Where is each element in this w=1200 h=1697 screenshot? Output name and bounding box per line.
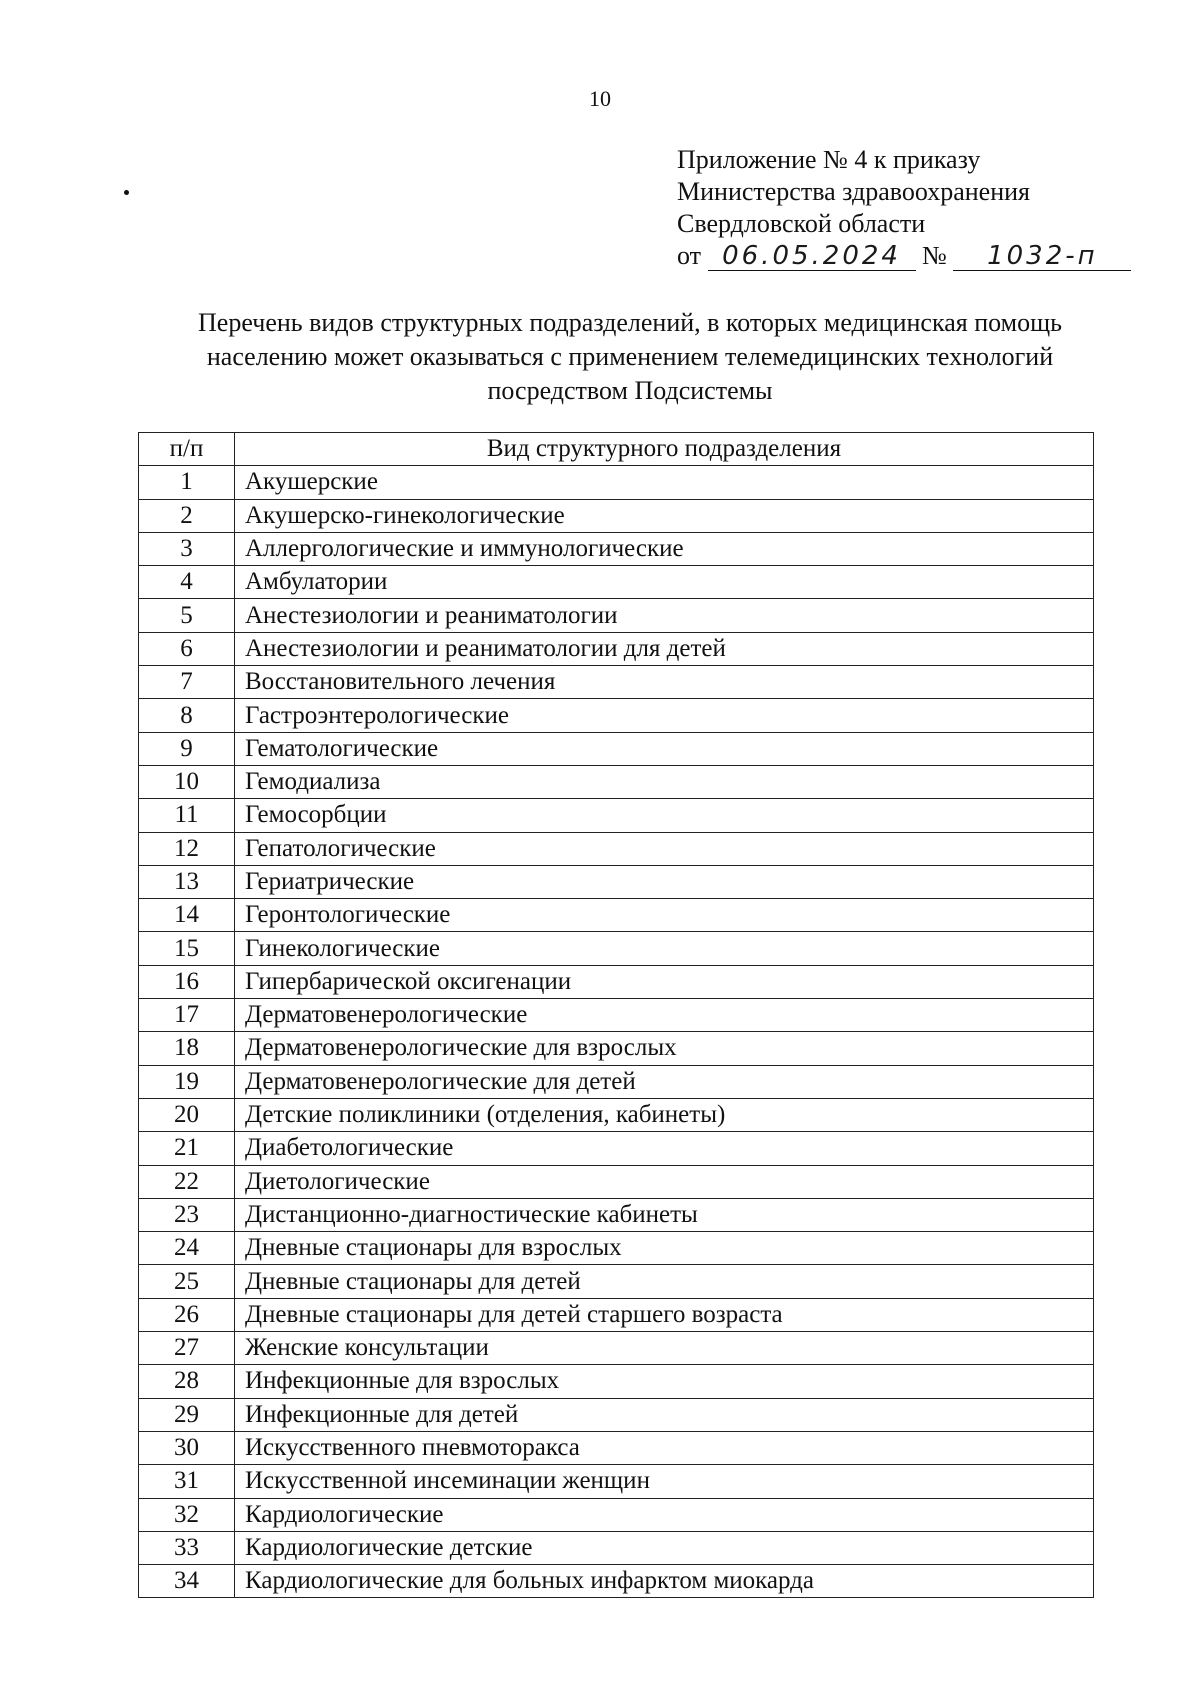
row-subdivision-name: Гемодиализа [235,765,1094,798]
row-subdivision-name: Инфекционные для детей [235,1398,1094,1431]
row-number: 6 [139,632,235,665]
row-number: 3 [139,532,235,565]
table-row [139,1065,1094,1098]
table-row [139,799,1094,832]
table-row [139,1565,1094,1598]
table-row [139,1265,1094,1298]
row-number: 20 [139,1098,235,1131]
row-subdivision-name: Гепатологические [235,832,1094,865]
row-subdivision-name: Дерматовенерологические [235,999,1094,1032]
title-line-1: Перечень видов структурных подразделений, в которых медицинская помощь [198,308,1062,337]
table-row [139,499,1094,532]
row-number: 28 [139,1365,235,1398]
row-number: 13 [139,865,235,898]
row-subdivision-name: Инфекционные для взрослых [235,1365,1094,1398]
table-row [139,899,1094,932]
row-number: 16 [139,965,235,998]
table-row [139,1465,1094,1498]
title-line-2: населению может оказываться с применением телемедицинских технологий [206,342,1054,371]
table-body [139,466,1094,1598]
table-row [139,1132,1094,1165]
title-line-3: посредством Подсистемы [487,376,773,405]
document-title [140,306,1120,408]
row-number: 18 [139,1032,235,1065]
date-prefix: от [677,241,702,270]
row-subdivision-name: Кардиологические [235,1498,1094,1531]
row-subdivision-name: Искусственной инсеминации женщин [235,1465,1094,1498]
row-subdivision-name: Женские консультации [235,1332,1094,1365]
table-row [139,1531,1094,1564]
number-prefix: № [922,241,947,270]
row-subdivision-name: Амбулатории [235,566,1094,599]
header-num: п/п [139,433,235,466]
appendix-block [677,144,1131,272]
row-number: 15 [139,932,235,965]
row-subdivision-name: Дерматовенерологические для взрослых [235,1032,1094,1065]
row-number: 10 [139,765,235,798]
table-row [139,1365,1094,1398]
row-number: 22 [139,1165,235,1198]
row-subdivision-name: Гинекологические [235,932,1094,965]
row-subdivision-name: Гемосорбции [235,799,1094,832]
appendix-line-2: Министерства здравоохранения [677,177,1030,206]
table-row [139,632,1094,665]
row-number: 29 [139,1398,235,1431]
header-name: Вид структурного подразделения [235,433,1094,466]
table-row [139,566,1094,599]
appendix-line-1: Приложение № 4 к приказу [677,145,981,174]
row-subdivision-name: Дерматовенерологические для детей [235,1065,1094,1098]
row-subdivision-name: Восстановительного лечения [235,666,1094,699]
row-number: 25 [139,1265,235,1298]
table-row [139,1398,1094,1431]
row-number: 14 [139,899,235,932]
row-number: 7 [139,666,235,699]
row-number: 23 [139,1198,235,1231]
table-row [139,1431,1094,1464]
row-number: 31 [139,1465,235,1498]
row-subdivision-name: Детские поликлиники (отделения, кабинеты) [235,1098,1094,1131]
row-subdivision-name: Гериатрические [235,865,1094,898]
row-subdivision-name: Анестезиологии и реаниматологии [235,599,1094,632]
scan-dot [124,190,129,195]
row-number: 30 [139,1431,235,1464]
table-row [139,999,1094,1032]
table-row [139,532,1094,565]
row-number: 21 [139,1132,235,1165]
row-number: 32 [139,1498,235,1531]
row-subdivision-name: Акушерские [235,466,1094,499]
row-number: 27 [139,1332,235,1365]
handwritten-order-number: 1032-п [953,242,1131,271]
table-row [139,666,1094,699]
row-number: 34 [139,1565,235,1598]
row-number: 9 [139,732,235,765]
row-subdivision-name: Гематологические [235,732,1094,765]
row-subdivision-name: Дневные стационары для детей старшего возраста [235,1298,1094,1331]
appendix-date-line [677,240,1131,272]
row-number: 17 [139,999,235,1032]
row-subdivision-name: Диабетологические [235,1132,1094,1165]
table-row [139,466,1094,499]
row-number: 4 [139,566,235,599]
row-number: 1 [139,466,235,499]
row-subdivision-name: Акушерско-гинекологические [235,499,1094,532]
row-number: 2 [139,499,235,532]
subdivision-table [138,432,1094,1598]
row-subdivision-name: Анестезиологии и реаниматологии для детей [235,632,1094,665]
table-row [139,965,1094,998]
row-number: 33 [139,1531,235,1564]
table-row [139,599,1094,632]
table-row [139,865,1094,898]
table-row [139,832,1094,865]
row-subdivision-name: Дневные стационары для взрослых [235,1232,1094,1265]
page-number: 10 [589,86,611,111]
table-row [139,1332,1094,1365]
row-subdivision-name: Геронтологические [235,899,1094,932]
table-header-row [139,433,1094,466]
row-number: 26 [139,1298,235,1331]
row-subdivision-name: Искусственного пневмоторакса [235,1431,1094,1464]
table-row [139,1032,1094,1065]
table-row [139,1165,1094,1198]
row-number: 11 [139,799,235,832]
row-subdivision-name: Кардиологические для больных инфарктом миокарда [235,1565,1094,1598]
row-subdivision-name: Дневные стационары для детей [235,1265,1094,1298]
table-row [139,1298,1094,1331]
table-row [139,1498,1094,1531]
row-number: 8 [139,699,235,732]
row-subdivision-name: Диетологические [235,1165,1094,1198]
handwritten-date: 06.05.2024 [708,242,916,271]
table-row [139,732,1094,765]
table-row [139,1198,1094,1231]
appendix-line-3: Свердловской области [677,209,926,238]
table-row [139,699,1094,732]
row-number: 5 [139,599,235,632]
table-row [139,765,1094,798]
row-subdivision-name: Дистанционно-диагностические кабинеты [235,1198,1094,1231]
row-subdivision-name: Кардиологические детские [235,1531,1094,1564]
table-row [139,1098,1094,1131]
row-number: 24 [139,1232,235,1265]
row-subdivision-name: Аллергологические и иммунологические [235,532,1094,565]
row-subdivision-name: Гастроэнтерологические [235,699,1094,732]
row-number: 19 [139,1065,235,1098]
row-subdivision-name: Гипербарической оксигенации [235,965,1094,998]
row-number: 12 [139,832,235,865]
table-row [139,932,1094,965]
table-row [139,1232,1094,1265]
